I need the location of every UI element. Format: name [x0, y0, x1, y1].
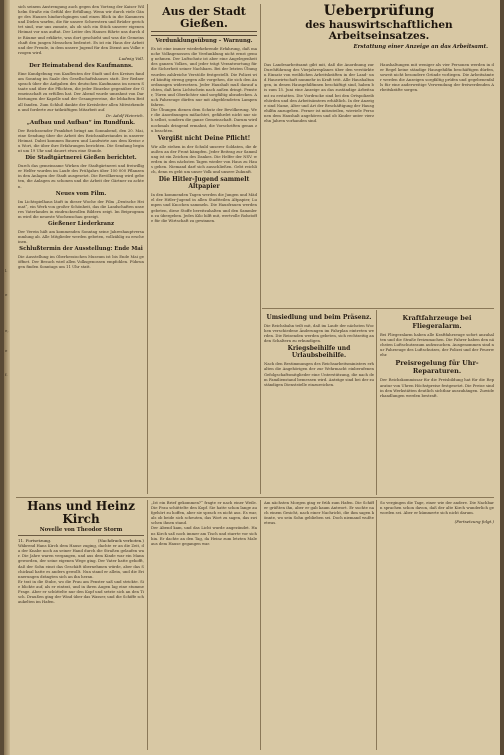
article-body: Bei Fliegeralarm haben alle Kraftfahrzeuge sofort anzuhalten und die Straße freizumachen. Die Fahrer haben den nächsten Luftschutzraum aufzusuchen. Ausgenommen sind nur Fahrzeuge des Luftschutzes, der Polizei und der Feuerwehr. — [380, 332, 494, 358]
serial-reprint-note: (Nachdruck verboten.) — [97, 538, 144, 544]
article-body: Die Reichsbahn teilt mit, daß im Laufe der nächsten Wochen verschiedene Änderungen im Fahrplan eintreten werden. Die Reisenden werden gebeten, sich rechtzeitig an den Schaltern zu erkundigen. — [264, 323, 374, 344]
article-heading: Der Heimatabend des Kaufmanns. — [29, 62, 133, 69]
article-byline: Ludwig Voll. — [118, 55, 144, 61]
article-heading: Kraftfahrzeuge bei Fliegeralarm. — [402, 314, 472, 330]
column-notices-a — [264, 312, 374, 494]
article-byline: Dr. Adolf Heinrich. — [105, 112, 144, 118]
serial-column-1 — [18, 500, 144, 750]
article-body: Nach den Bestimmungen des Reichsarbeitsministers erhalten die Angehörigen der zur Wehrmacht einberufenen Gefolgschaftsmitglieder eine Unterstützung, die nach dem Familienstand bemessen wird. Anträge sind bei der zuständigen Dienststelle einzureichen. — [264, 361, 374, 387]
article-heading: Preisregelung für Uhr-Reparaturen. — [395, 359, 479, 376]
margin-mark: l. — [5, 268, 8, 273]
article-body: Durch das gemeinsame Wirken der Stadtgärtnerei und freiwilliger Helfer wurden im Laufe des Frühjahrs über 100 000 Pflanzen in den Anlagen der Stadt ausgesetzt. Die Bevölkerung wird gebeten, die Anlagen zu schonen und die Arbeit der Gärtner zu achten. — [18, 163, 144, 189]
serial-column-3 — [264, 500, 374, 750]
article-body: Der Reichskommissar für die Preisbildung hat für die Reparatur von Uhren Höchstpreise festgesetzt. Die Preise sind in den Werkstätten deutlich sichtbar auszuhängen. Zuwiderhandlungen werden bestraft. — [380, 377, 494, 398]
headline-line-1: Ueberprüfung — [323, 4, 435, 19]
column-lead-article-b — [380, 62, 494, 306]
article-divider — [262, 308, 494, 309]
column-lead-article-a — [264, 62, 374, 306]
article-heading: Neues vom Film. — [55, 190, 107, 197]
margin-mark: e — [5, 348, 8, 353]
margin-mark: e — [5, 292, 8, 297]
article-body: Die Übungen dienen dem Schutz der Bevölkerung. Wer die Anordnungen mißachtet, gefährdet nicht nur sich selbst, sondern die ganze Gemeinschaft. Darum wird nochmals dringend ermahnt, die Vorschriften genau zu beachten. — [151, 107, 257, 133]
section-divider — [16, 497, 494, 498]
serial-title: Hans und Heinz Kirch — [27, 500, 135, 526]
margin-mark: f. — [5, 372, 8, 377]
heading-rule — [151, 31, 257, 36]
column-rule — [376, 310, 377, 495]
article-heading: „Aufbau und Aufbau“ im Rundfunk. — [26, 119, 136, 126]
article-body: Haushaltungen mit weniger als vier Personen werden in der Regel keine ständige Hausgehilfin beschäftigen dürfen, soweit nicht besondere Gründe vorliegen. Die Arbeitsämter werden die Anzeigen sorgfältig prüfen und gegebenenfalls für eine anderweitige Verwendung der freiwerdenden Arbeitskräfte sorgen. — [380, 62, 494, 93]
article-body: Der Reichssender Frankfurt bringt am Sonnabend, den 20. Mai, eine Sendung über die Arbeit des Reichsnährstandes in unserer Heimat. Dabei kommen Bauern und Landwirte aus dem Kreise zu Wort, die über ihre Erfahrungen berichten. Die Sendung beginnt um 19 Uhr und dauert etwa eine Stunde. — [18, 127, 144, 154]
serial-body: So vergingen die Tage, einer wie der andere. Die Nachbarn sprachen schon davon, daß der alte Kirch wunderlich geworden sei. Aber er kümmerte sich nicht darum. — [380, 500, 494, 516]
serial-body: Am nächsten Morgen ging er früh zum Hafen. Die Schiffer grüßten ihn, aber er gab kaum Antwort. Er suchte nach einem Gesicht, nach einer Nachricht, die ihm sagen könnte, wo sein Sohn geblieben sei. Doch niemand wußte etwas. — [264, 500, 374, 526]
serial-subtitle: Novelle von Theodor Storm — [39, 527, 123, 534]
lead-headline — [264, 4, 494, 64]
newspaper-page — [4, 0, 500, 755]
serial-continued: (Fortsetzung folgt.) — [454, 519, 494, 525]
column-rule — [147, 4, 148, 494]
margin-mark: e, — [5, 328, 9, 333]
column-rule — [376, 500, 377, 750]
column-notices-b — [380, 312, 494, 494]
article-heading: Umsiedlung und beim Präsenz. — [266, 314, 372, 321]
serial-body: Während Hans Kirch dem Hause zuging, dachte er an die Zeit, da der Knabe noch an seiner Hand durch die Straßen gelaufen war. Die Jahre waren vergangen, und aus dem Kinde war ein Mann geworden, der seine eigenen Wege ging. Der Vater hatte gehofft, daß der Sohn einst das Geschäft übernehmen würde, aber das Schicksal hatte es anders gewollt. Nun stand er allein, und die Erinnerungen drängten sich an ihn heran. — [18, 543, 144, 579]
column-city-news — [151, 4, 257, 494]
section-heading: Aus der Stadt Gießen. — [162, 5, 246, 30]
article-body: Es ist eine immer wiederkehrende Erfahrung, daß manche Volksgenossen die Verdunklung nicht ernst genug nehmen. Der Luftschutz ist aber eine Angelegenheit des ganzen Volkes, und jeder trägt Verantwortung für die Sicherheit seiner Nachbarn. Bei der letzten Übung wurden zahlreiche Verstöße festgestellt. Die Polizei wird künftig streng gegen alle vorgehen, die sich den Anordnungen widersetzen. Jeder Haushalt muß darauf achten, daß kein Lichtschein nach außen dringt. Fenster, Türen und Oberlichter sind sorgfältig abzudecken. Auch Fahrzeuge dürfen nur mit abgeblendeten Lampen fahren. — [151, 46, 257, 108]
article-body: Eine Kundgebung von Kaufleuten der Stadt und des Kreises fand am Sonntag im Saale des Gesellschaftshauses statt. Der Redner sprach über die Aufgaben des deutschen Kaufmanns im neuen Staate und über die Pflichten, die jeder Einzelne gegenüber der Gemeinschaft zu erfüllen hat. Der Abend wurde umrahmt von Darbietungen der Kapelle und der Gesangvereine, die lebhaften Beifall fanden. Zum Schluß dankte der Kreisleiter allen Mitwirkenden und forderte zur tatkräftigen Mitarbeit auf. — [18, 70, 144, 112]
headline-line-2: des hauswirtschaftlichen Arbeitseinsatzes. — [305, 18, 453, 42]
article-heading: Die Hitler-Jugend sammelt Altpapier — [158, 176, 250, 191]
article-heading: Kriegsbeihilfe und Urlaubsbeihilfe. — [287, 345, 351, 360]
article-body: Die Ausstellung im Oberhessischen Museum ist bis Ende Mai geöffnet. Der Besuch wird allen Volksgenossen empfohlen. Führungen finden Sonntags um 11 Uhr statt. — [18, 254, 144, 270]
article-heading: Die Stadtgärtnerei Gießen berichtet. — [25, 155, 137, 162]
serial-body: Er trat in die Stube, wo die Frau am Fenster saß und strickte. Sie blickte auf, als er eintrat, und in ihren Augen lag eine stumme Frage. Aber er schüttelte nur den Kopf und setzte sich an den Tisch. Draußen ging der Wind über das Wasser, und die Schiffe schaukelten im Hafen. — [18, 578, 144, 605]
column-rule — [260, 500, 261, 750]
article-body: In den kommenden Tagen werden die Jungen und Mädel der Hitler-Jugend in allen Stadtteilen Altpapier, Lumpen und Knochen sammeln. Die Hausfrauen werden gebeten, diese Stoffe bereitzuhalten und den Sammlern zu übergeben. Jedes Kilo hilft mit, wertvolle Rohstoffe für die Wirtschaft zu gewinnen. — [151, 192, 257, 223]
article-heading: Vergißt nicht Deine Pflicht! — [157, 134, 251, 142]
headline-subtitle: Erstattung einer Anzeige an das Arbeitsamt. — [353, 43, 488, 50]
serial-body: „Ist ein Brief gekommen?“ fragte er nach einer Weile. Die Frau schüttelte den Kopf. Sie hatte schon lange aufgehört zu hoffen, aber sie sprach es nicht aus. Es war, als ob beide sich scheuten, das Wort zu sagen, das zwischen ihnen stand. — [151, 500, 257, 526]
article-heading: Schlußtermin der Ausstellung: Ende Mai — [19, 246, 143, 253]
article-body: Im Lichtspielhaus läuft in dieser Woche der Film „Deutsche Heimat“, ein Werk von großer Schönheit, das die Landschaften unseres Vaterlandes in eindrucksvollen Bildern zeigt. Im Beiprogramm wird die neueste Wochenschau gezeigt. — [18, 198, 144, 219]
column-rule — [147, 500, 148, 750]
serial-instalment: 11. Fortsetzung. — [18, 538, 52, 544]
article-body: Wir alle stehen in der Schuld unserer Soldaten, die draußen an der Front kämpfen. Jeder Beitrag zur Sammlung ist ein Zeichen des Dankes. Die Helfer der NSV. werden in den nächsten Tagen wieder von Haus zu Haus gehen. Niemand darf sich ausschließen. Gebt reichlich, denn es geht um unser Volk und unsere Zukunft. — [151, 143, 257, 175]
page-binding-edge — [4, 0, 10, 755]
serial-column-2 — [151, 500, 257, 750]
article-body: Der Verein hält am kommenden Sonntag seine Jahreshauptversammlung ab. Alle Mitglieder werden gebeten, vollzählig zu erscheinen. — [18, 229, 144, 245]
serial-rule — [18, 535, 144, 536]
article-heading: Gießener Liederkranz — [47, 221, 115, 227]
serial-column-4 — [380, 500, 494, 750]
column-rule — [260, 4, 261, 494]
serial-body: Der Abend kam, und das Licht wurde angezündet. Hans Kirch saß noch immer am Tisch und starrte vor sich hin. Er dachte an den Tag, da Heinz zum letzten Male aus dem Hause gegangen war. — [151, 525, 257, 546]
article-heading: Verdunklungsübung – Warnung. — [155, 38, 253, 45]
column-local-news — [18, 4, 144, 494]
article-body: Das Landesarbeitsamt gibt mit, daß die Anordnung zur Durchführung des Vierjahresplanes über den verstärkten Einsatz von weiblichen Arbeitskräften in der Land- und Hauswirtschaft nunmehr in Kraft tritt. Alle Haushaltungen, in denen Hausgehilfinnen beschäftigt sind, haben bis zum 15. Juni eine Anzeige an das zuständige Arbeitsamt zu erstatten. Die Vordrucke sind bei den Ortspolizeibehörden und den Arbeitsämtern erhältlich. In der Anzeige sind Name, Alter und Art der Beschäftigung der Hausgehilfin anzugeben. Ferner ist mitzuteilen, wieviele Personen dem Haushalt angehören und ob Kinder unter vierzehn Jahren vorhanden sind. — [264, 62, 374, 124]
article-body: sich seinem Anstrengung auch gegen den Vortrag der Kaiser Wilhelm Straße ein Gefühl der Erfüllung. Wenn wir durch viele Gänge des Hauses hindurchgingen und einen Blick in die Kammern und Dielen warfen, die für unsere Schwestern und Brüder gerichtet sind, war uns zumute, als ob sich ein Stück unserer eigenen Heimat vor uns auftat. Der Leiter des Hauses führte uns durch die Räume und erklärte, was dort geschieht und was die Gemeinschaft den jungen Menschen bedeutet. Es ist ein Haus der Arbeit und der Freude, in dem unsere Jugend für den Dienst am Volke erzogen wird. — [18, 4, 144, 55]
